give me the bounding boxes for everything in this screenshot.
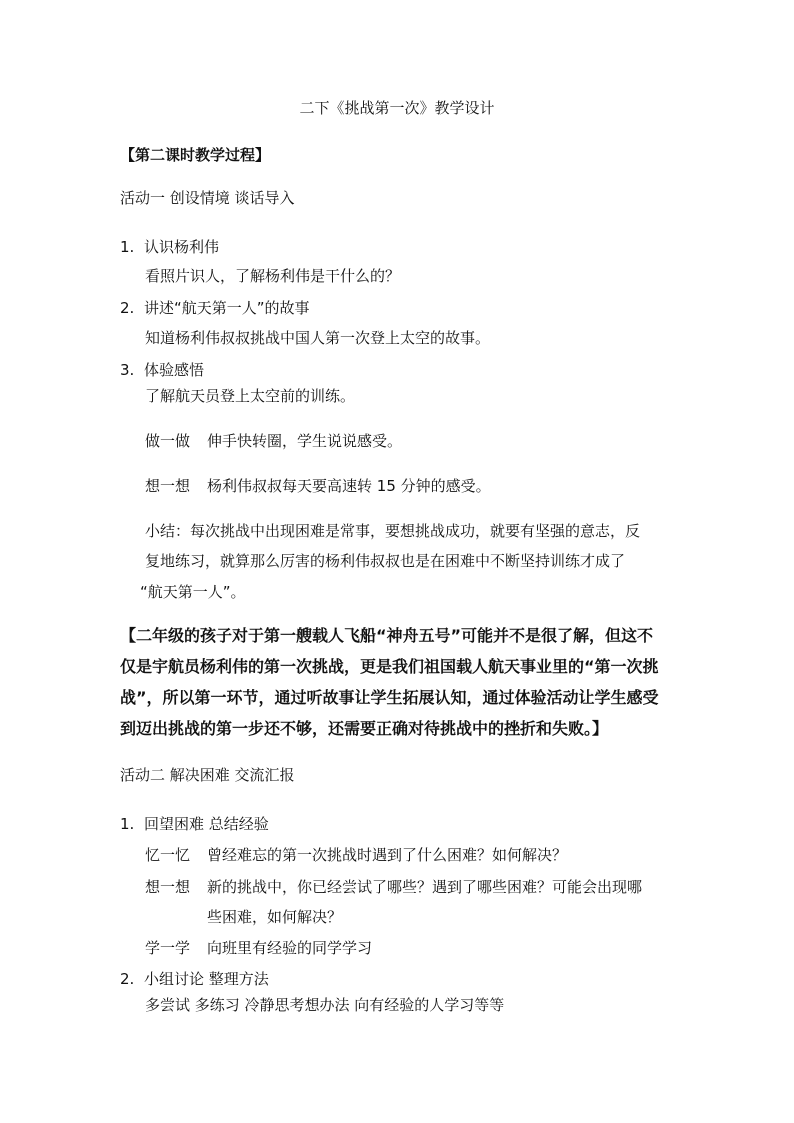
note-line: 战”，所以第一环节，通过听故事让学生拓展认知，通过体验活动让学生感受 <box>120 688 659 707</box>
activity-label: 想一想 <box>145 477 191 495</box>
item-desc: 了解航天员登上太空前的训练。 <box>145 387 356 405</box>
summary-line: 小结：每次挑战中出现困难是常事，要想挑战成功，就要有坚强的意志，反 <box>145 522 641 540</box>
activity-text: 新的挑战中，你已经尝试了哪些？遇到了哪些困难？可能会出现哪 <box>207 878 643 896</box>
list-item <box>120 237 219 257</box>
summary-line: “航天第一人”。 <box>140 583 246 601</box>
note-line: 【二年级的孩子对于第一艘载人飞船“神舟五号”可能并不是很了解，但这不 <box>120 626 654 645</box>
activity-text: 向班里有经验的同学学习 <box>207 939 373 957</box>
activity-text: 曾经难忘的第一次挑战时遇到了什么困难？如何解决？ <box>207 846 568 864</box>
item-title: 小组讨论 整理方法 <box>144 970 269 988</box>
activity-doyido <box>145 431 402 451</box>
activity-text: 伸手快转圈，学生说说感受。 <box>207 432 403 450</box>
activity-xiang <box>145 877 642 897</box>
item-number: 3. <box>120 361 135 379</box>
activity-label: 想一想 <box>145 878 191 896</box>
list-item <box>120 298 310 318</box>
note-line: 仅是宇航员杨利伟的第一次挑战，更是我们祖国载人航天事业里的“第一次挑 <box>120 657 659 676</box>
item-desc: 知道杨利伟叔叔挑战中国人第一次登上太空的故事。 <box>145 329 491 347</box>
item-number: 1. <box>120 238 135 256</box>
activity-xiangyixiang <box>145 476 491 496</box>
summary-line: 复地练习，就算那么厉害的杨利伟叔叔也是在困难中不断坚持训练才成了 <box>145 552 626 570</box>
item-title: 认识杨利伟 <box>144 238 220 256</box>
activity-text: 杨利伟叔叔每天要高速转 15 分钟的感受。 <box>207 477 491 495</box>
activity-label: 做一做 <box>145 432 191 450</box>
activity-label: 忆一忆 <box>145 846 191 864</box>
activity-label: 学一学 <box>145 939 191 957</box>
item-desc: 多尝试 多练习 冷静思考想办法 向有经验的人学习等等 <box>145 996 505 1014</box>
item-title: 讲述“航天第一人”的故事 <box>144 299 310 317</box>
item-title: 体验感悟 <box>144 361 205 379</box>
activity-yiyiyi <box>145 845 567 865</box>
page-title: 二下《挑战第一次》教学设计 <box>299 99 495 117</box>
activity1-heading: 活动一 创设情境 谈话导入 <box>120 189 295 207</box>
section-heading: 【第二课时教学过程】 <box>120 146 271 164</box>
item-desc: 看照片识人，了解杨利伟是干什么的？ <box>145 267 401 285</box>
activity2-heading: 活动二 解决困难 交流汇报 <box>120 766 295 784</box>
item-number: 1. <box>120 815 135 833</box>
item-number: 2. <box>120 299 135 317</box>
item-title: 回望困难 总结经验 <box>144 815 269 833</box>
activity-text-cont: 些困难，如何解决？ <box>207 908 343 926</box>
list-item <box>120 360 204 380</box>
activity-xue <box>145 938 372 958</box>
item-number: 2. <box>120 970 135 988</box>
note-line: 到迈出挑战的第一步还不够，还需要正确对待挑战中的挫折和失败。】 <box>120 719 609 738</box>
list-item <box>120 969 269 989</box>
list-item <box>120 814 269 834</box>
